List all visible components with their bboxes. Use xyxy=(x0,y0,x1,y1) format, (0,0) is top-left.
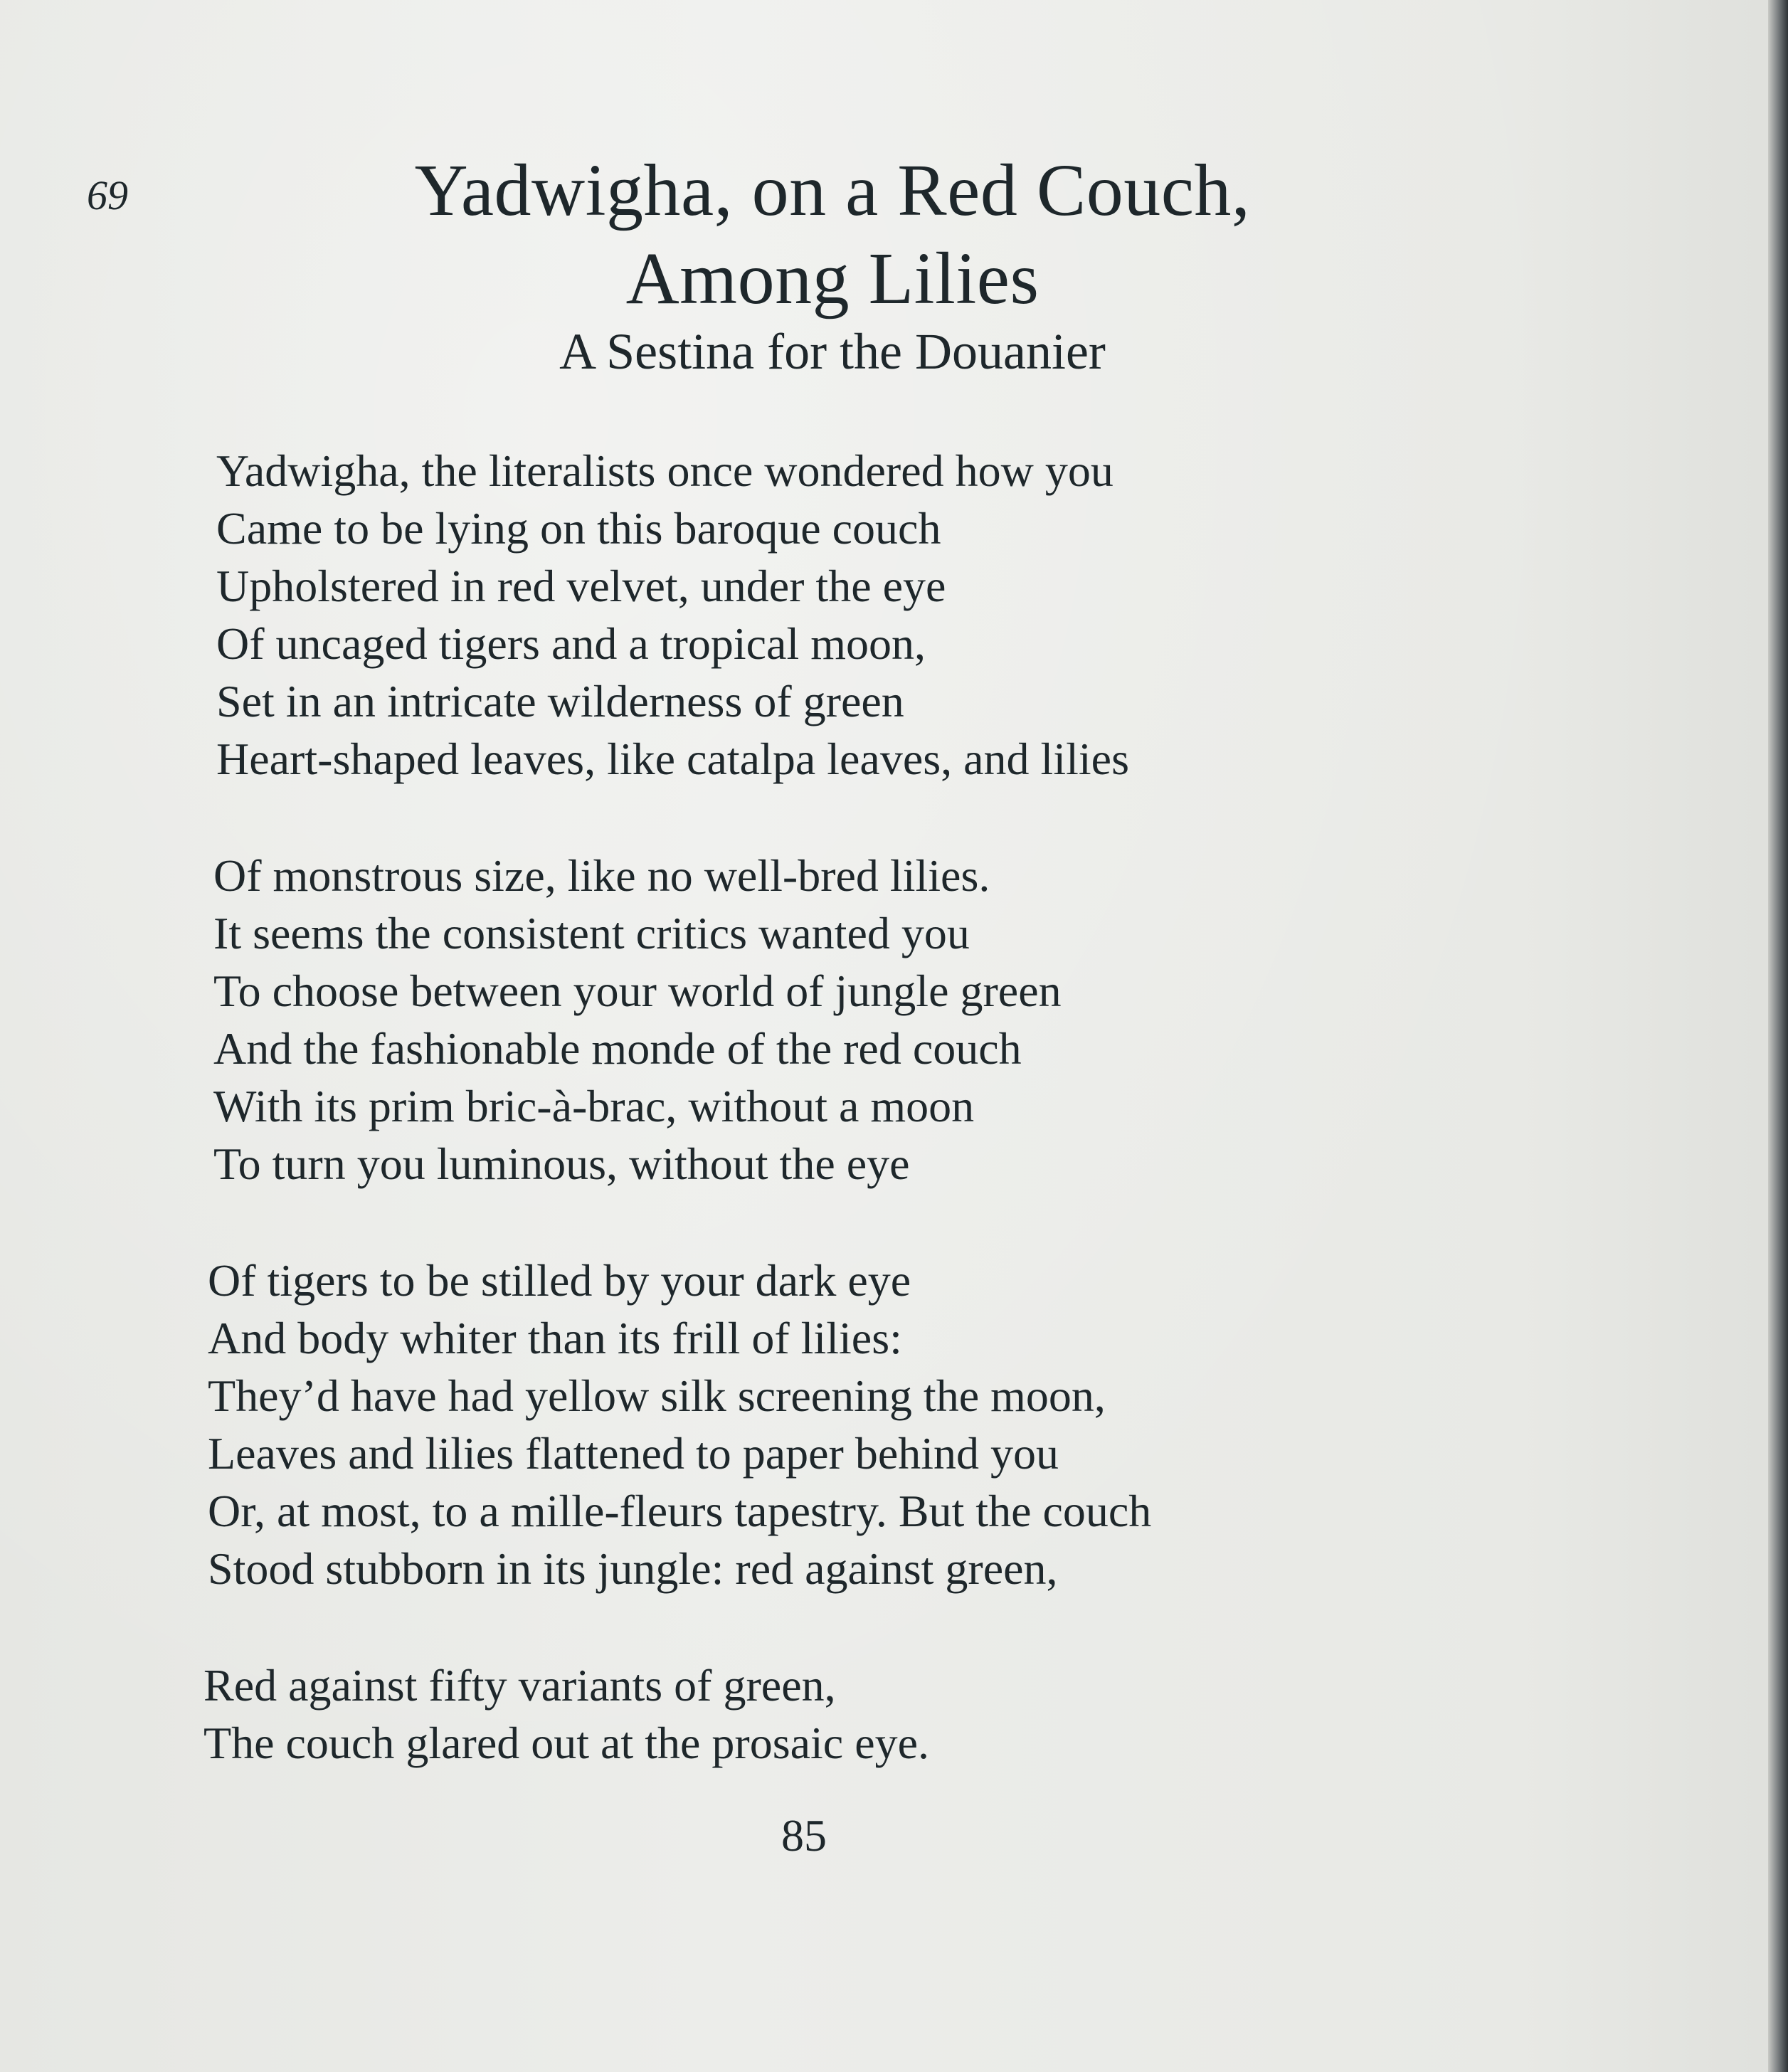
verse-line: To choose between your world of jungle green xyxy=(213,966,1062,1016)
verse-line: The couch glared out at the prosaic eye. xyxy=(203,1718,929,1768)
verse-line: Set in an intricate wilderness of green xyxy=(216,676,904,726)
verse-line: And body whiter than its frill of lilies: xyxy=(208,1313,902,1363)
verse-line: Leaves and lilies flattened to paper behind you xyxy=(208,1428,1059,1479)
verse-line: Of uncaged tigers and a tropical moon, xyxy=(216,618,926,669)
verse-line: It seems the consistent critics wanted you xyxy=(213,908,970,958)
page-number: 85 xyxy=(781,1810,827,1861)
verse-line: They’d have had yellow silk screening the moon, xyxy=(208,1370,1106,1421)
verse-line: Red against fifty variants of green, xyxy=(203,1660,836,1711)
verse-line: Yadwigha, the literalists once wondered how you xyxy=(216,445,1113,496)
verse-line: And the fashionable monde of the red couch xyxy=(213,1023,1022,1074)
poem-subtitle: A Sestina for the Douanier xyxy=(559,323,1106,380)
verse-line: Stood stubborn in its jungle: red against green, xyxy=(208,1543,1058,1594)
verse-line: Heart-shaped leaves, like catalpa leaves, and lilies xyxy=(216,734,1129,784)
poem-title-line-1: Yadwigha, on a Red Couch, xyxy=(414,149,1251,231)
verse-line: Or, at most, to a mille-fleurs tapestry. But the couch xyxy=(208,1486,1152,1536)
verse-line: Of monstrous size, like no well-bred lilies. xyxy=(213,850,990,901)
verse-line: Upholstered in red velvet, under the eye xyxy=(216,561,946,611)
verse-line: Of tigers to be stilled by your dark eye xyxy=(208,1255,911,1306)
poem-number: 69 xyxy=(87,172,128,218)
book-gutter-shadow xyxy=(1768,0,1788,2072)
poem-title-line-2: Among Lilies xyxy=(625,238,1040,319)
verse-line: Came to be lying on this baroque couch xyxy=(216,503,941,554)
verse-line: With its prim bric-à-brac, without a moon xyxy=(213,1081,975,1131)
verse-line: To turn you luminous, without the eye xyxy=(213,1138,910,1189)
